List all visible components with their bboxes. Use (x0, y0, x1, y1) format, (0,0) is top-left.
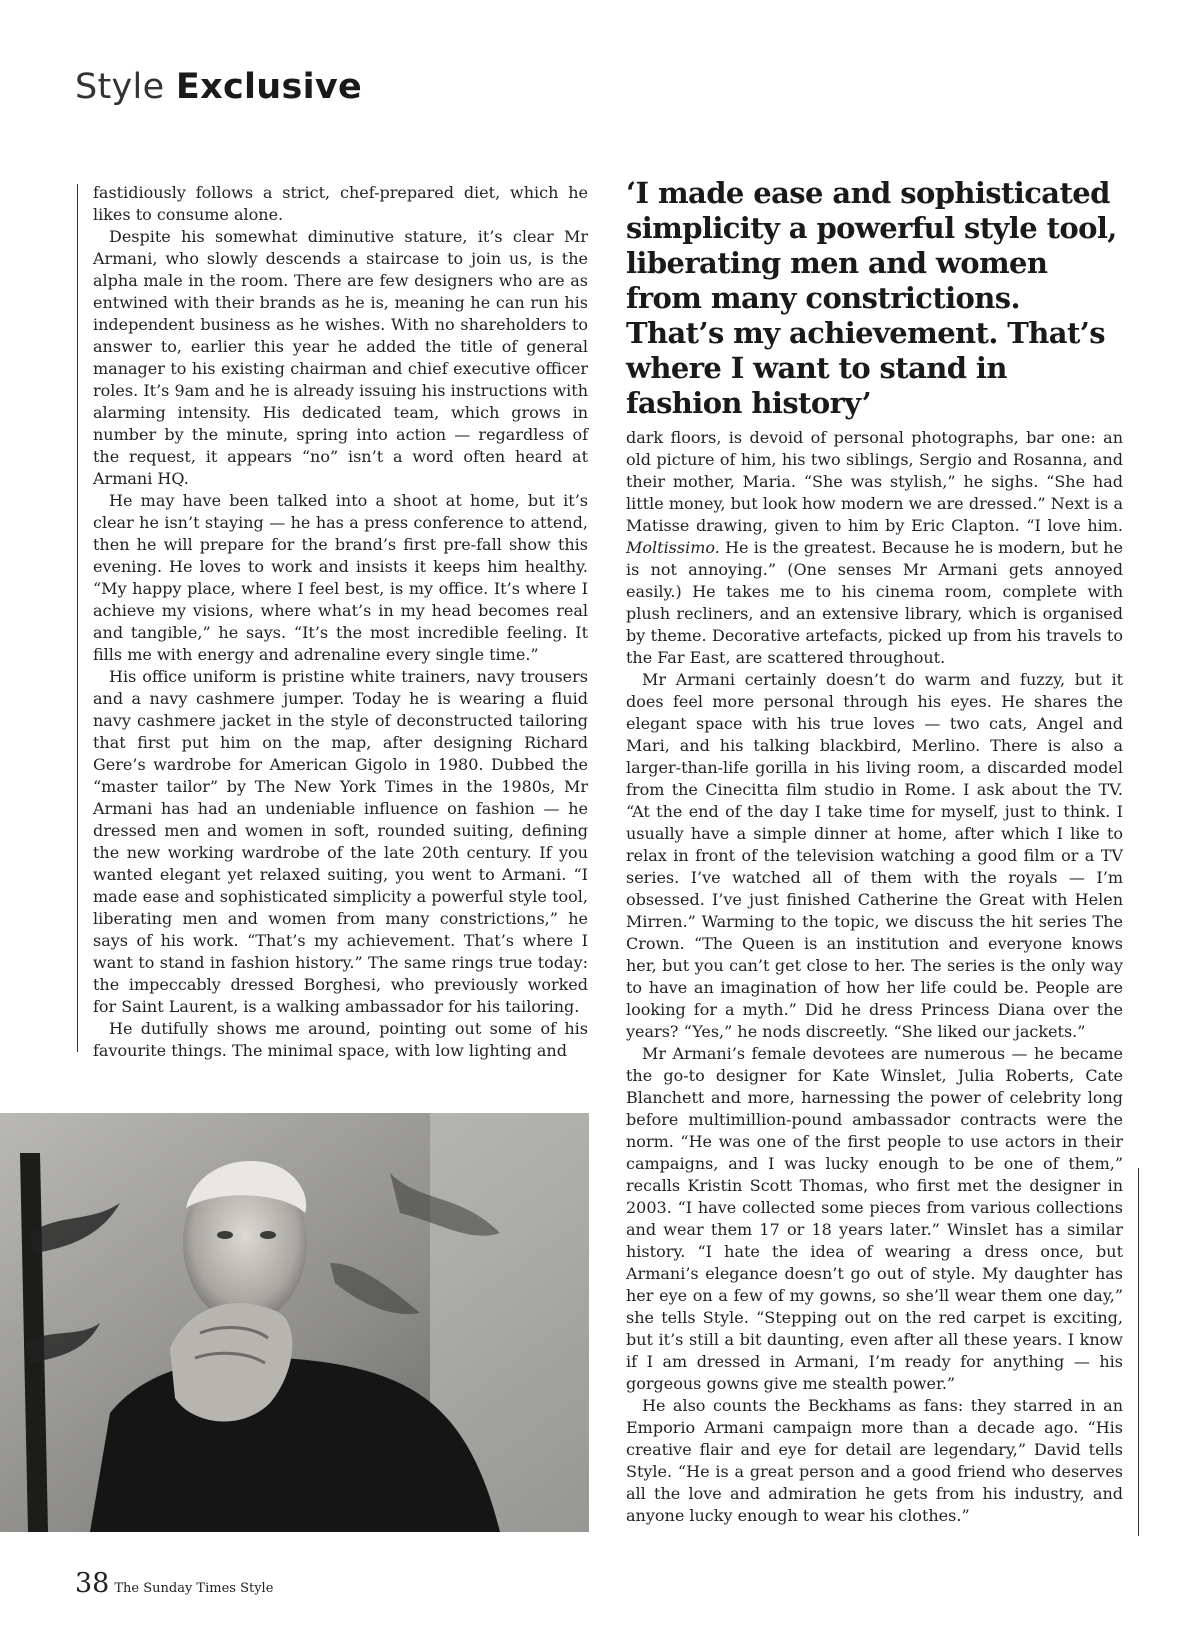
article-paragraph: His office uniform is pristine white trainers, navy trousers and a navy cashmere jumper. Today he is wearing a fluid navy cashmere jacket in the style of deconstructed tailoring that first put him on the map, after designing Richard Gere’s wardrobe for American Gigolo in 1980. Dubbed the “master tailor” by The New York Times in the 1980s, Mr Armani has had an undeniable influence on fashion — he dressed men and women in soft, rounded suiting, defining the new working wardrobe of the late 20th century. If you wanted elegant yet relaxed suiting, you went to Armani. “I made ease and sophisticated simplicity a powerful style tool, liberating men and women from many constrictions,” he says of his work. “That’s my achievement. That’s where I want to stand in fashion history.” The same rings true today: the impeccably dressed Borghesi, who previously worked for Saint Laurent, is a walking ambassador for his tailoring. (93, 667, 588, 1016)
paragraph-text: He is the greatest. Because he is modern, but he is not annoying.” (One senses Mr Armani gets annoyed easily.) He takes me to his cinema room, complete with plush recliners, and an extensive library, which is organised by theme. Decorative artefacts, picked up from his travels to the Far East, are scattered throughout. (626, 538, 1123, 667)
left-article-column (93, 182, 588, 1062)
italic-word: Moltissimo. (626, 538, 720, 557)
article-paragraph: Mr Armani certainly doesn’t do warm and fuzzy, but it does feel more personal through his eyes. He shares the elegant space with his true loves — two cats, Angel and Mari, and his talking blackbird, Merlino. There is also a larger-than-life gorilla in his living room, a discarded model from the Cinecitta film studio in Rome. I ask about the TV. “At the end of the day I take time for myself, just to think. I usually have a simple dinner at home, after which I like to relax in front of the television watching a good film or a TV series. I’ve watched all of them with the royals — I’m obsessed. I’ve just finished Catherine the Great with Helen Mirren.” Warming to the topic, we discuss the hit series The Crown. “The Queen is an institution and everyone knows her, but you can’t get close to her. The series is the only way to have an imagination of how her life could be. People are looking for a myth.” Did he dress Princess Diana over the years? “Yes,” he nods discreetly. “She liked our jackets.” (626, 670, 1123, 1041)
right-column-rule (1138, 1168, 1139, 1536)
article-paragraph: He also counts the Beckhams as fans: they starred in an Emporio Armani campaign more than a decade ago. “His creative flair and eye for detail are legendary,” David tells Style. “He is a great person and a good friend who deserves all the love and admiration he gets from his industry, and anyone lucky enough to wear his clothes.” (626, 1396, 1123, 1525)
article-paragraph (626, 427, 1123, 669)
section-label-style: Style (75, 67, 165, 107)
portrait-photo (0, 1113, 589, 1532)
article-paragraph: He dutifully shows me around, pointing out some of his favourite things. The minimal space, with low lighting and (93, 1019, 588, 1060)
publication-name: The Sunday Times Style (114, 1581, 274, 1596)
left-column-rule (77, 184, 78, 1052)
article-paragraph: Despite his somewhat diminutive stature, it’s clear Mr Armani, who slowly descends a staircase to join us, is the alpha male in the room. There are few designers who are as entwined with their brands as he is, meaning he can run his independent business as he wishes. With no shareholders to answer to, earlier this year he added the title of general manager to his existing chairman and chief executive officer roles. It’s 9am and he is already issuing his instructions with alarming intensity. His dedicated team, which grows in number by the minute, spring into action — regardless of the request, it appears “no” isn’t a word often heard at Armani HQ. (93, 227, 588, 488)
pull-quote: ‘I made ease and sophisticated simplicity a powerful style tool, liberating men and women from many constrictions. That’s my achievement. That’s where I want to stand in fashion history’ (626, 176, 1117, 420)
section-header (75, 67, 363, 107)
page-number: 38 (75, 1568, 110, 1599)
paragraph-text: dark floors, is devoid of personal photographs, bar one: an old picture of him, his two siblings, Sergio and Rosanna, and their mother, Maria. “She was stylish,” he sighs. “She had little money, but look how modern we are dressed.” Next is a Matisse drawing, given to him by Eric Clapton. “I love him. (626, 428, 1123, 535)
portrait-illustration (0, 1113, 589, 1532)
page-footer (75, 1568, 273, 1599)
article-paragraph: Mr Armani’s female devotees are numerous — he became the go-to designer for Kate Winslet, Julia Roberts, Cate Blanchett and more, harnessing the power of celebrity long before multimillion-pound ambassador contracts were the norm. “He was one of the first people to use actors in their campaigns, and I was lucky enough to be one of them,” recalls Kristin Scott Thomas, who first met the designer in 2003. “I have collected some pieces from various collections and wear them 17 or 18 years later.” Winslet has a similar history. “I hate the idea of wearing a dress once, but Armani’s elegance doesn’t go out of style. My daughter has her eye on a few of my gowns, so she’ll wear them one day,” she tells Style. “Stepping out on the red carpet is exciting, but it’s still a bit daunting, even after all these years. I know if I am dressed in Armani, I’m ready for anything — his gorgeous gowns give me stealth power.” (626, 1044, 1123, 1393)
article-paragraph: He may have been talked into a shoot at home, but it’s clear he isn’t staying — he has a press conference to attend, then he will prepare for the brand’s first pre-fall show this evening. He loves to work and insists it keeps him healthy. “My happy place, where I feel best, is my office. It’s where I achieve my visions, where what’s in my head becomes real and tangible,” he says. “It’s the most incredible feeling. It fills me with energy and adrenaline every single time.” (93, 491, 588, 664)
article-paragraph: fastidiously follows a strict, chef-prepared diet, which he likes to consume alone. (93, 183, 588, 224)
right-article-column (626, 427, 1123, 1527)
section-label-exclusive: Exclusive (175, 67, 363, 107)
